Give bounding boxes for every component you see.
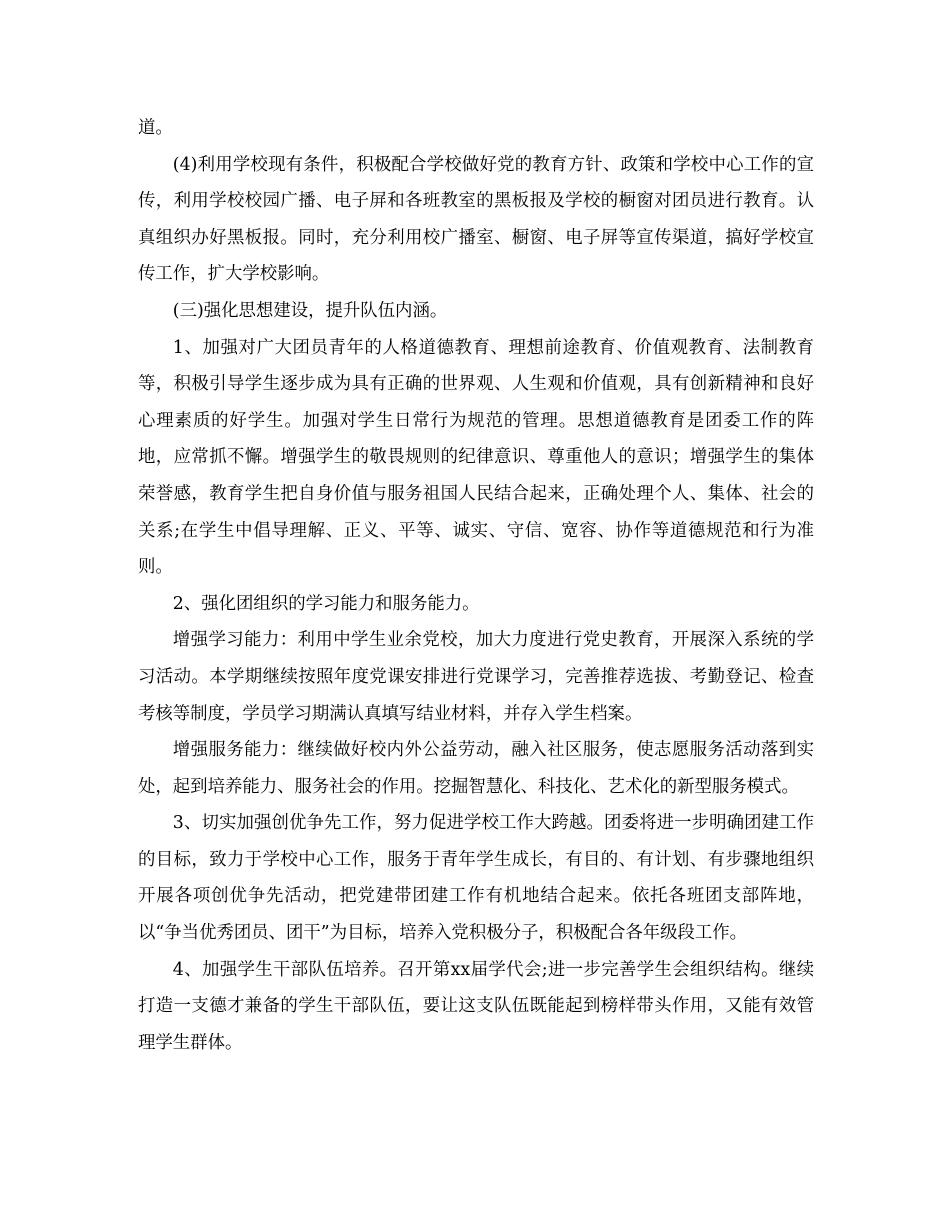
- paragraph-student-cadres: 4、加强学生干部队伍培养。召开第xx届学代会;进一步完善学生会组织结构。继续打造一支德才兼备的学生干部队伍，要让这支队伍既能起到榜样带头作用，又能有效管理学生群体。: [138, 959, 814, 1053]
- paragraph-service-ability: 增强服务能力：继续做好校内外公益劳动，融入社区服务，使志愿服务活动落到实处，起到培养能力、服务社会的作用。挖掘智慧化、科技化、艺术化的新型服务模式。: [138, 740, 814, 797]
- paragraph-propaganda: (4)利用学校现有条件，积极配合学校做好党的教育方针、政策和学校中心工作的宣传，利用学校校园广播、电子屏和各班教室的黑板报及学校的橱窗对团员进行教育。认真组织办好黑板报。同时，充分利用校广播室、橱窗、电子屏等宣传渠道，搞好学校宣传工作，扩大学校影响。: [138, 154, 814, 285]
- paragraph-learning-service-heading: 2、强化团组织的学习能力和服务能力。: [172, 593, 480, 614]
- paragraph-excellence: 3、切实加强创优争先工作，努力促进学校工作大跨越。团委将进一步明确团建工作的目标，致力于学校中心工作，服务于青年学生成长，有目的、有计划、有步骤地组织开展各项创优争先活动，把党建带团建工作有机地结合起来。依托各班团支部阵地，以“争当优秀团员、团干”为目标，培养入党积极分子，积极配合各年级段工作。: [138, 813, 814, 944]
- paragraph-continuation: 道。: [138, 118, 173, 138]
- section-heading-ideology: (三)强化思想建设，提升队伍内涵。: [172, 300, 448, 321]
- paragraph-moral-education: 1、加强对广大团员青年的人格道德教育、理想前途教育、价值观教育、法制教育等，积极引导学生逐步成为具有正确的世界观、人生观和价值观，具有创新精神和良好心理素质的好学生。加强对学生日常行为规范的管理。思想道德教育是团委工作的阵地，应常抓不懈。增强学生的敬畏规则的纪律意识、尊重他人的意识；增强学生的集体荣誉感，教育学生把自身价值与服务祖国人民结合起来，正确处理个人、集体、社会的关系;在学生中倡导理解、正义、平等、诚实、守信、宽容、协作等道德规范和行为准则。: [138, 337, 814, 578]
- document-page: [138, 110, 814, 1061]
- paragraph-learning-ability: 增强学习能力：利用中学生业余党校，加大力度进行党史教育，开展深入系统的学习活动。本学期继续按照年度党课安排进行党课学习，完善推荐选拔、考勤登记、检查考核等制度，学员学习期满认真填写结业材料，并存入学生档案。: [138, 630, 814, 724]
